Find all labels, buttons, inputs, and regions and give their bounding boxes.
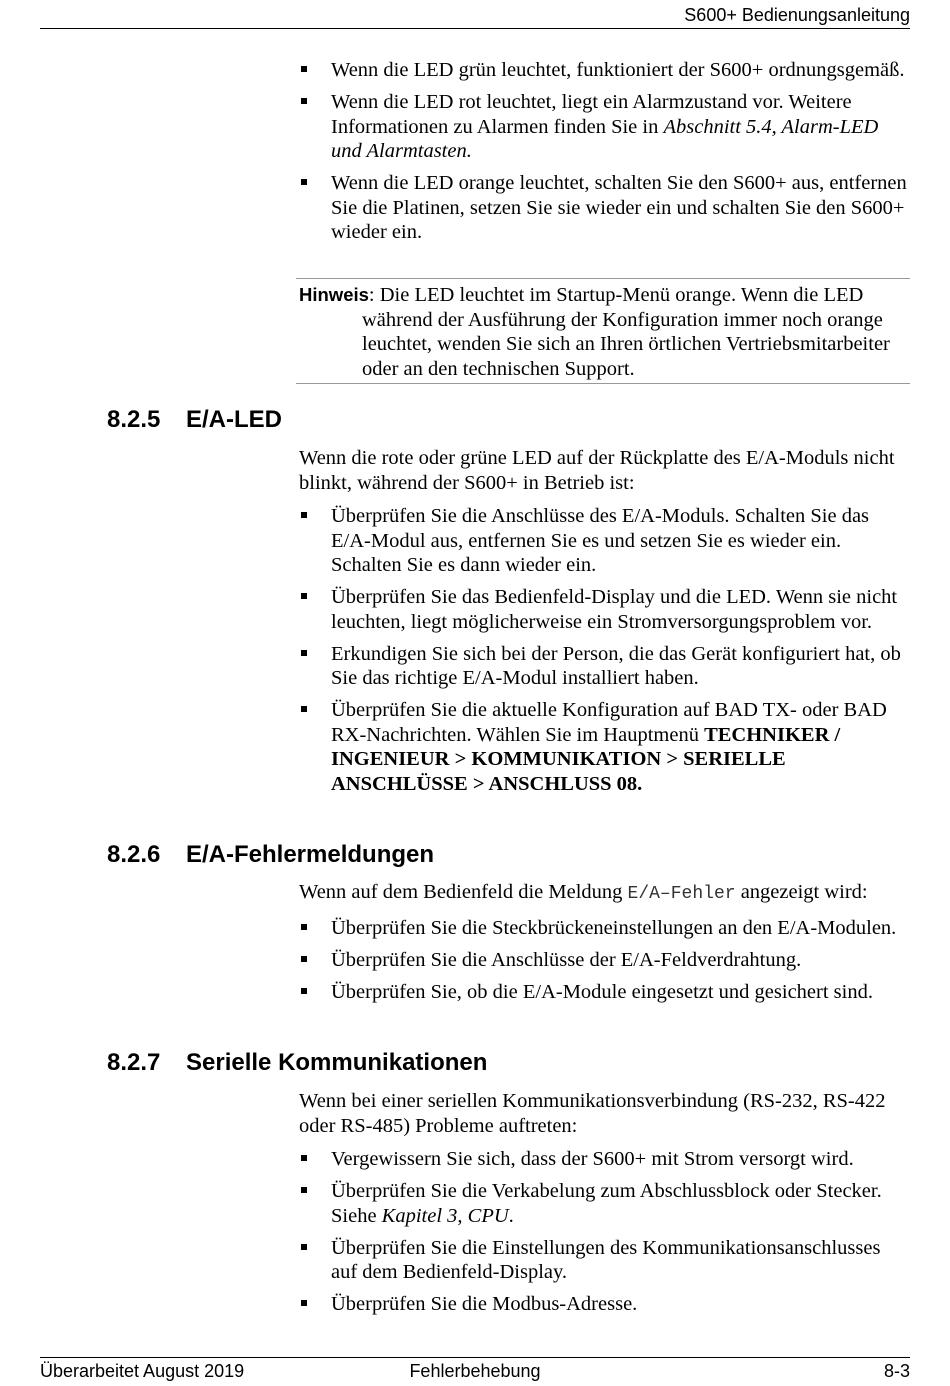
section-heading-8-2-5: 8.2.5 E/A-LED <box>107 406 282 433</box>
menu-path: TECHNIKER / INGENIEUR > KOMMUNIKATION > SERIELLE ANSCHLÜSSE > ANSCHLUSS 08. <box>331 723 841 795</box>
error-message-code: E/A–Fehler <box>627 884 736 904</box>
section-body-8-2-7 <box>299 1089 911 1324</box>
list-item: Erkundigen Sie sich bei der Person, die das Gerät konfiguriert hat, ob Sie das richtige E/A-Modul installiert haben. <box>299 642 911 691</box>
led-status-list <box>299 58 911 252</box>
page-header <box>40 4 910 29</box>
list-item: Überprüfen Sie die Anschlüsse der E/A-Feldverdrahtung. <box>299 948 911 973</box>
list-item: Überprüfen Sie die Steckbrückeneinstellungen an den E/A-Modulen. <box>299 916 911 941</box>
cross-reference: Kapitel 3 <box>381 1204 458 1227</box>
revision-date: Überarbeitet August 2019 <box>40 1361 245 1381</box>
cross-reference: Abschnitt 5.4, Alarm-LED und Alarmtasten. <box>331 115 879 162</box>
section-intro: Wenn bei einer seriellen Kommunikationsverbindung (RS-232, RS-422 oder RS-485) Probleme auftreten: <box>299 1090 886 1137</box>
list-item: Wenn die LED rot leuchtet, liegt ein Alarmzustand vor. Weitere Informationen zu Alarmen finden Sie in Abschnitt 5.4, Alarm-LED und Alarmtasten. <box>299 90 911 164</box>
note-box: Hinweis: Die LED leuchtet im Startup-Menü orange. Wenn die LED während der Ausführung der Konfiguration immer noch orange leuchtet, wenden Sie sich an Ihren örtlichen Vertriebsmitarbeiter oder an den technischen Support. <box>296 278 910 384</box>
list-item: Überprüfen Sie die Verkabelung zum Abschlussblock oder Stecker. Siehe Kapitel 3, CPU. <box>299 1179 911 1228</box>
section-heading-8-2-7: 8.2.7 Serielle Kommunikationen <box>107 1049 488 1076</box>
list-item: Überprüfen Sie die Anschlüsse des E/A-Moduls. Schalten Sie das E/A-Modul aus, entfernen Sie es und setzen Sie es wieder ein. Schalten Sie es dann wieder ein. <box>299 504 911 578</box>
list-item: Überprüfen Sie die Einstellungen des Kommunikationsanschlusses auf dem Bedienfeld-Display. <box>299 1236 911 1285</box>
cross-reference: CPU <box>467 1204 509 1227</box>
list-item: Überprüfen Sie die Modbus-Adresse. <box>299 1292 911 1317</box>
list-item: Überprüfen Sie die aktuelle Konfiguration auf BAD TX- oder BAD RX-Nachrichten. Wählen Sie im Hauptmenü TECHNIKER / INGENIEUR > KOMMUNIKATION > SERIELLE ANSCHLÜSSE > ANSCHLUSS 08. <box>299 698 911 796</box>
note-label: Hinweis <box>299 284 369 305</box>
section-body-8-2-5 <box>299 446 911 804</box>
chapter-name: Fehlerbehebung <box>409 1361 541 1381</box>
note-text: Die LED leuchtet im Startup-Menü orange. Wenn die LED <box>379 284 864 306</box>
section-intro: Wenn auf dem Bedienfeld die Meldung E/A–Fehler angezeigt wird: <box>299 881 868 904</box>
list-item: Vergewissern Sie sich, dass der S600+ mit Strom versorgt wird. <box>299 1147 911 1172</box>
list-item: Wenn die LED grün leuchtet, funktioniert der S600+ ordnungsgemäß. <box>299 58 911 83</box>
section-heading-8-2-6: 8.2.6 E/A-Fehlermeldungen <box>107 841 435 868</box>
page-number: 8-3 <box>883 1361 910 1381</box>
page-footer <box>40 1357 910 1384</box>
section-intro: Wenn die rote oder grüne LED auf der Rückplatte des E/A-Moduls nicht blinkt, während der S600+ in Betrieb ist: <box>299 447 895 494</box>
document-title: S600+ Bedienungsanleitung <box>684 5 910 25</box>
list-item: Überprüfen Sie, ob die E/A-Module eingesetzt und gesichert sind. <box>299 980 911 1005</box>
list-item: Wenn die LED orange leuchtet, schalten Sie den S600+ aus, entfernen Sie die Platinen, setzen Sie sie wieder ein und schalten Sie den S600+ wieder ein. <box>299 171 911 245</box>
section-body-8-2-6 <box>299 880 911 1012</box>
list-item: Überprüfen Sie das Bedienfeld-Display und die LED. Wenn sie nicht leuchten, liegt möglicherweise ein Stromversorgungsproblem vor. <box>299 585 911 634</box>
note-text-continued: während der Ausführung der Konfiguration immer noch orange leuchtet, wenden Sie sich an Ihren örtlichen Vertriebsmitarbeiter oder an den technischen Support. <box>362 308 890 380</box>
